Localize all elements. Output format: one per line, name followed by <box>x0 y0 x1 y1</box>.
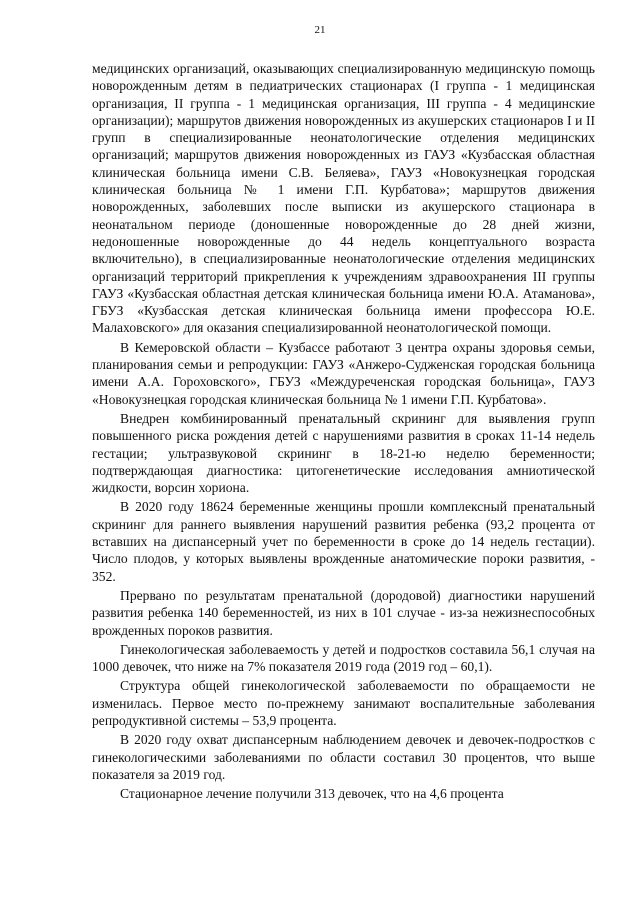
paragraph: В 2020 году охват диспансерным наблюдением девочек и девочек-подростков с гинекологическими заболеваниями по области составил 30 процентов, что выше показателя за 2019 год. <box>92 732 595 782</box>
page-number: 21 <box>314 24 326 36</box>
paragraph: В 2020 году 18624 беременные женщины прошли комплексный пренатальный скрининг для раннего выявления нарушений развития ребенка (93,2 процента от вставших на диспансерный учет по беременности в сроке до 14 недель гестации). Число плодов, у которых выявлены врожденные анатомические пороки развития, - 352. <box>92 499 595 584</box>
paragraph: В Кемеровской области – Кузбассе работают 3 центра охраны здоровья семьи, планирования семьи и репродукции: ГАУЗ «Анжеро-Судженская городская больница имени А.А. Гороховского», ГБУЗ «Междуреченская городская больница», ГАУЗ «Новокузнецкая городская клиническая больница № 1 имени Г.П. Курбатова». <box>92 339 595 407</box>
paragraph: Структура общей гинекологической заболеваемости по обращаемости не изменилась. Первое место по-прежнему занимают воспалительные заболевания репродуктивной системы – 53,9 процента. <box>92 678 595 728</box>
paragraph: медицинских организаций, оказывающих специализированную медицинскую помощь новорожденным детям в педиатрических стационарах (I группа - 1 медицинская организация, II группа - 1 медицинская организация, III группа - 4 медицинские организации); маршрутов движения новорожденных из акушерских стационаров I и II групп в специализированные неонатологические отделения медицинских организаций; маршрутов движения новорожденных из ГАУЗ «Кузбасская областная клиническая больница имени С.В. Беляева», ГАУЗ «Новокузнецкая городская клиническая больница № 1 имени Г.П. Курбатова»; маршрутов движения новорожденных, заболевших после выписки из акушерского стационара в неонатальном периоде (доношенные новорожденные до 28 дней жизни, недоношенные новорожденные до 44 недель концептуального возраста включительно), в специализированные неонатологические отделения медицинских организаций территорий прикрепления к учреждениям здравоохранения III группы ГАУЗ «Кузбасская областная детская клиническая больница имени Ю.А. Атаманова», ГБУЗ «Кузбасская детская клиническая больница имени профессора Ю.Е. Малаховского» для оказания специализированной неонатологической помощи. <box>92 61 595 336</box>
paragraph: Гинекологическая заболеваемость у детей и подростков составила 56,1 случая на 1000 девочек, что ниже на 7% показателя 2019 года (2019 год – 60,1). <box>92 641 595 675</box>
paragraph: Прервано по результатам пренатальной (дородовой) диагностики нарушений развития ребенка 140 беременностей, из них в 101 случае - из-за нежизнеспособных врожденных пороков развития. <box>92 587 595 638</box>
paragraph: Стационарное лечение получили 313 девочек, что на 4,6 процента <box>120 786 504 802</box>
paragraph: Внедрен комбинированный пренатальный скрининг для выявления групп повышенного риска рождения детей с нарушениями развития в сроках 11-14 недель гестации; ультразвуковой скрининг в 18-21-ю неделю беременности; подтверждающая диагностика: цитогенетические исследования амниотической жидкости, ворсин хориона. <box>92 410 595 496</box>
body-text <box>92 60 595 804</box>
